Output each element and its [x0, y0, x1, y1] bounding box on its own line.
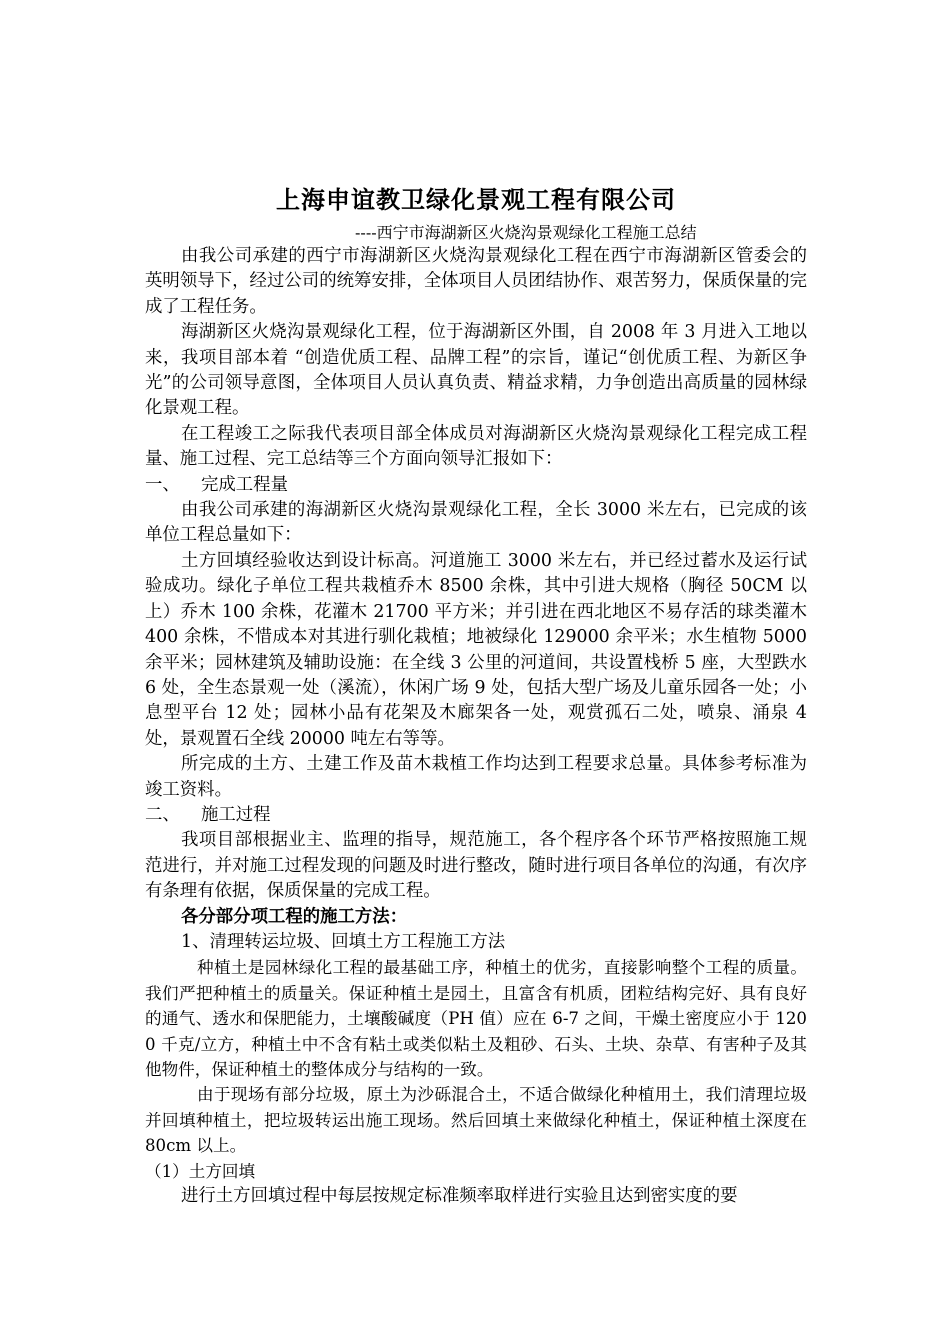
item-1-title: （1）土方回填 [145, 1161, 256, 1181]
section-2-heading [145, 803, 807, 828]
method-1-title: 1、清理转运垃圾、回填土方工程施工方法 [181, 931, 506, 952]
section-1-paragraph-3: 所完成的土方、土建工作及苗木栽植工作均达到工程要求总量。具体参考标准为竣工资料。 [145, 754, 807, 800]
intro-paragraph-3: 在工程竣工之际我代表项目部全体成员对海湖新区火烧沟景观绿化工程完成工程量、施工过程、完工总结等三个方面向领导汇报如下： [145, 423, 807, 470]
section-2-title: 施工过程 [201, 804, 271, 825]
intro-paragraph-2: 海湖新区火烧沟景观绿化工程，位于海湖新区外围，自 2008 年 3 月进入工地以来，我项目部本着 “创造优质工程、品牌工程”的宗旨，谨记“创优质工程、为新区争光”的公司领导意图，全体项目人员认真负责、精益求精，力争创造出高质量的园林绿化景观工程。 [145, 322, 807, 419]
section-2-number: 二、 [145, 804, 180, 825]
method-1-paragraph-2: 由于现场有部分垃圾，原土为沙砾混合土，不适合做绿化种植用土，我们清理垃圾并回填种植土，把垃圾转运出施工现场。然后回填土来做绿化种植土，保证种植土深度在 80cm 以上。 [145, 1085, 807, 1156]
section-1-heading [145, 473, 807, 498]
section-1-number: 一、 [145, 474, 180, 495]
section-1-paragraph-1: 由我公司承建的海湖新区火烧沟景观绿化工程，全长 3000 米左右，已完成的该单位工程总量如下： [145, 500, 807, 546]
document-title: 上海申谊教卫绿化景观工程有限公司 [276, 186, 676, 214]
methods-heading: 各分部分项工程的施工方法： [181, 906, 408, 927]
intro-paragraph-1: 由我公司承建的西宁市海湖新区火烧沟景观绿化工程在西宁市海湖新区管委会的英明领导下，经过公司的统筹安排，全体项目人员团结协作、艰苦努力，保质保量的完成了工程任务。 [145, 246, 807, 317]
section-1-paragraph-2: 土方回填经验收达到设计标高。河道施工 3000 米左右，并已经过蓄水及运行试验成功。绿化子单位工程共栽植乔木 8500 余株，其中引进大规格（胸径 50CM 以上）乔木 100 余株，花灌木 21700 平方米；并引进在西北地区不易存活的球类灌木 400 余株，不惜成本对其进行驯化栽植；地被绿化 129000 余平米；水生植物 5000 余平米；园林建筑及辅助设施：在全线 3 公里的河道间，共设置栈桥 5 座，大型跌水 6 处，全生态景观一处（溪流），休闲广场 9 处，包括大型广场及儿童乐园各一处；小息型平台 12 处；园林小品有花架及木廊架各一处，观赏孤石二处，喷泉、涌泉 4 处，景观置石全线 20000 吨左右等等。 [145, 550, 807, 749]
section-1-title: 完成工程量 [201, 474, 288, 495]
document-page [145, 182, 807, 1209]
item-1-paragraph: 进行土方回填过程中每层按规定标准频率取样进行实验且达到密实度的要 [181, 1186, 738, 1207]
method-1-paragraph-1: 种植土是园林绿化工程的最基础工序，种植土的优劣，直接影响整个工程的质量。我们严把种植土的质量关。保证种植土是园土，且富含有机质，团粒结构完好、具有良好的通气、透水和保肥能力，土壤酸碱度（PH 值）应在 6-7 之间，干燥土密度应小于 1200 千克/立方，种植土中不含有粘土或类似粘土及粗砂、石头、土块、杂草、有害种子及其他物件，保证种植土的整体成分与结构的一致。 [145, 958, 807, 1079]
document-subtitle: ----西宁市海湖新区火烧沟景观绿化工程施工总结 [355, 223, 697, 242]
section-2-paragraph: 我项目部根据业主、监理的指导，规范施工，各个程序各个环节严格按照施工规范进行，并对施工过程发现的问题及时进行整改，随时进行项目各单位的沟通，有次序有条理有依据，保质保量的完成工程。 [145, 830, 807, 902]
